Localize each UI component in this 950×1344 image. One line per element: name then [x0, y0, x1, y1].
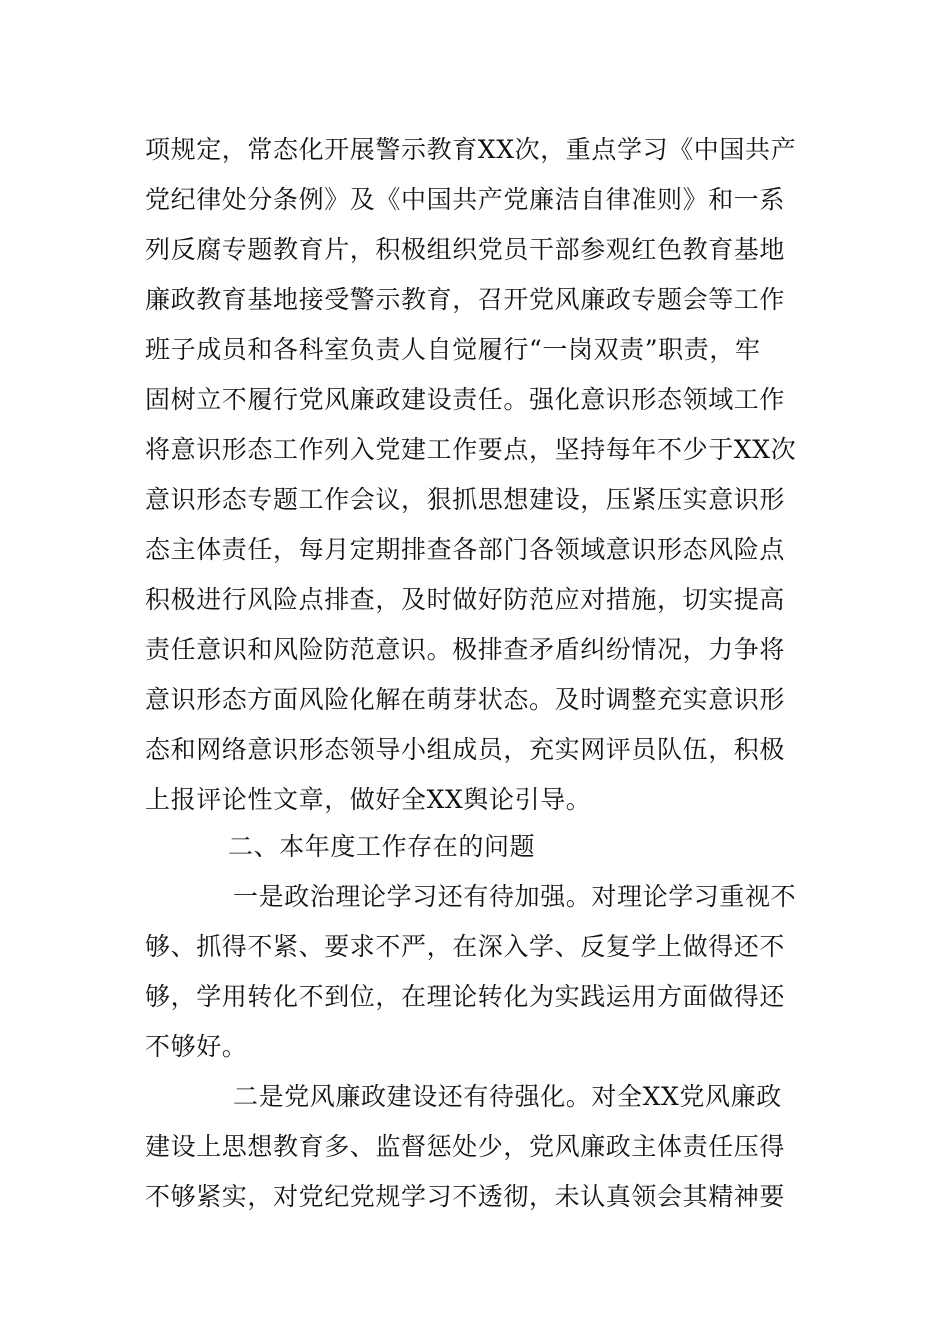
paragraph-first-line: 一是政治理论学习还有待加强。对理论学习重视不	[233, 882, 797, 911]
text-line: 将意识形态工作列入党建工作要点，坚持每年不少于XX次	[145, 435, 797, 464]
text-line: 够、抓得不紧、要求不严，在深入学、反复学上做得还不	[145, 932, 786, 961]
text-line: 建设上思想教育多、监督惩处少，党风廉政主体责任压得	[145, 1132, 786, 1161]
text-line: 不够紧实，对党纪党规学习不透彻，未认真领会其精神要	[145, 1182, 786, 1211]
text-line: 态主体责任，每月定期排查各部门各领域意识形态风险点	[145, 535, 786, 564]
text-line: 责任意识和风险防范意识。极排查矛盾纠纷情况，力争将	[145, 635, 786, 664]
text-line: 列反腐专题教育片，积极组织党员干部参观红色教育基地	[145, 235, 786, 264]
text-line: 意识形态方面风险化解在萌芽状态。及时调整充实意识形	[145, 685, 786, 714]
text-line: 固树立不履行党风廉政建设责任。强化意识形态领域工作	[145, 385, 786, 414]
text-line: 积极进行风险点排查，及时做好防范应对措施，切实提高	[145, 585, 786, 614]
text-line: 够，学用转化不到位，在理论转化为实践运用方面做得还	[145, 982, 786, 1011]
paragraph-first-line: 二是党风廉政建设还有待强化。对全XX党风廉政	[233, 1082, 782, 1111]
text-line: 意识形态专题工作会议，狠抓思想建设，压紧压实意识形	[145, 485, 786, 514]
section-heading: 二、本年度工作存在的问题	[228, 832, 536, 861]
text-line: 项规定，常态化开展警示教育XX次，重点学习《中国共产	[145, 135, 797, 164]
text-line: 不够好。	[145, 1032, 248, 1061]
text-line: 态和网络意识形态领导小组成员，充实网评员队伍，积极	[145, 735, 786, 764]
text-line: 廉政教育基地接受警示教育，召开党风廉政专题会等工作	[145, 285, 786, 314]
text-line: 党纪律处分条例》及《中国共产党廉洁自律准则》和一系	[145, 185, 786, 214]
text-line: 班子成员和各科室负责人自觉履行“一岗双责”职责，牢	[145, 335, 761, 364]
text-line: 上报评论性文章，做好全XX舆论引导。	[145, 785, 592, 814]
